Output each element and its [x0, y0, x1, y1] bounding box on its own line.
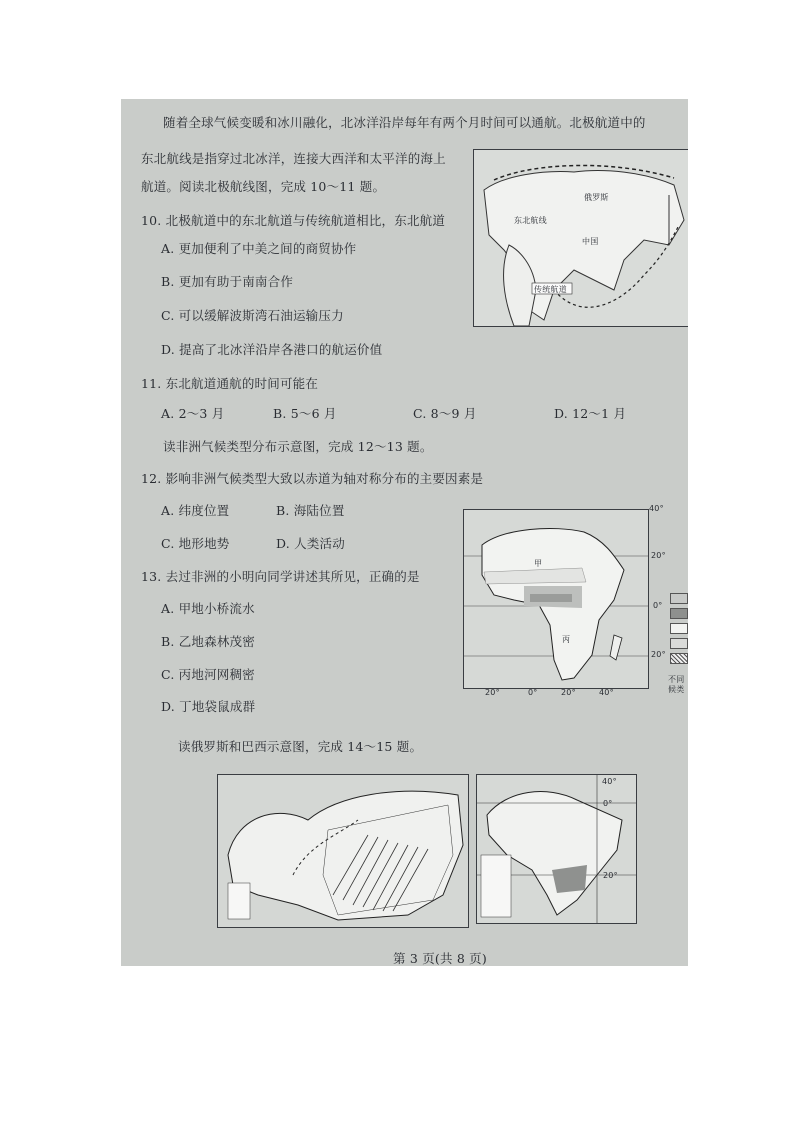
place-jia: 甲 [534, 559, 543, 568]
lat-label-0: 0° [653, 601, 663, 610]
q12-option-b: B. 海陆位置 [276, 503, 345, 518]
lat-label-20s: 20° [651, 650, 666, 659]
q11-option-d: D. 12～1 月 [554, 406, 627, 421]
q13-option-d: D. 丁地袋鼠成群 [161, 699, 256, 714]
q10-stem: 10. 北极航道中的东北航道与传统航道相比，东北航道 [141, 213, 446, 228]
label-china: 中国 [582, 237, 599, 246]
label-route: 东北航线 [514, 216, 547, 225]
intro-line-3: 航道。阅读北极航线图，完成 10～11 题。 [141, 179, 386, 194]
q12-option-a: A. 纬度位置 [161, 503, 230, 518]
lon-label-20w: 20° [485, 688, 500, 697]
africa-climate-map [463, 509, 649, 689]
q13-option-c: C. 丙地河网稠密 [161, 667, 255, 682]
lon-label-40e: 40° [599, 688, 614, 697]
q13-option-a: A. 甲地小桥流水 [161, 601, 255, 616]
intro-africa: 读非洲气候类型分布示意图，完成 12～13 题。 [163, 439, 433, 454]
q12-stem: 12. 影响非洲气候类型大致以赤道为轴对称分布的主要因素是 [141, 471, 484, 486]
exam-page [121, 99, 688, 966]
q13-stem: 13. 去过非洲的小明向同学讲述其所见，正确的是 [141, 569, 420, 584]
q11-option-c: C. 8～9 月 [413, 406, 477, 421]
intro-line-1: 随着全球气候变暖和冰川融化，北冰洋沿岸每年有两个月时间可以通航。北极航道中的 [163, 115, 646, 130]
brazil-label-40: 40° [602, 777, 617, 786]
q11-option-b: B. 5～6 月 [273, 406, 337, 421]
q12-option-d: D. 人类活动 [276, 536, 345, 551]
lat-label-40: 40° [649, 504, 664, 513]
lon-label-0: 0° [528, 688, 538, 697]
q10-option-c: C. 可以缓解波斯湾石油运输压力 [161, 308, 344, 323]
legend-tail-1: 不同 [668, 675, 685, 684]
q10-option-d: D. 提高了北冰洋沿岸各港口的航运价值 [161, 342, 383, 357]
label-legend: 传统航道 [534, 285, 567, 294]
legend-tail-2: 候类 [668, 685, 685, 694]
lon-label-20e: 20° [561, 688, 576, 697]
climate-legend [670, 593, 688, 683]
brazil-label-0: 0° [603, 799, 613, 808]
intro-line-2: 东北航线是指穿过北冰洋，连接大西洋和太平洋的海上 [141, 151, 446, 166]
q11-option-a: A. 2～3 月 [161, 406, 225, 421]
label-russia: 俄罗斯 [584, 193, 609, 202]
place-bing: 丙 [562, 635, 571, 644]
intro-russia-brazil: 读俄罗斯和巴西示意图，完成 14～15 题。 [178, 739, 423, 754]
page-footer: 第 3 页(共 8 页) [393, 951, 487, 966]
brazil-label-20: 20° [603, 871, 618, 880]
arctic-route-map [473, 149, 688, 327]
q13-option-b: B. 乙地森林茂密 [161, 634, 255, 649]
q10-option-b: B. 更加有助于南南合作 [161, 274, 294, 289]
russia-map [217, 774, 469, 928]
q11-stem: 11. 东北航道通航的时间可能在 [141, 376, 319, 391]
q12-option-c: C. 地形地势 [161, 536, 230, 551]
q10-option-a: A. 更加便利了中美之间的商贸协作 [161, 241, 357, 256]
lat-label-20n: 20° [651, 551, 666, 560]
brazil-map [476, 774, 637, 924]
